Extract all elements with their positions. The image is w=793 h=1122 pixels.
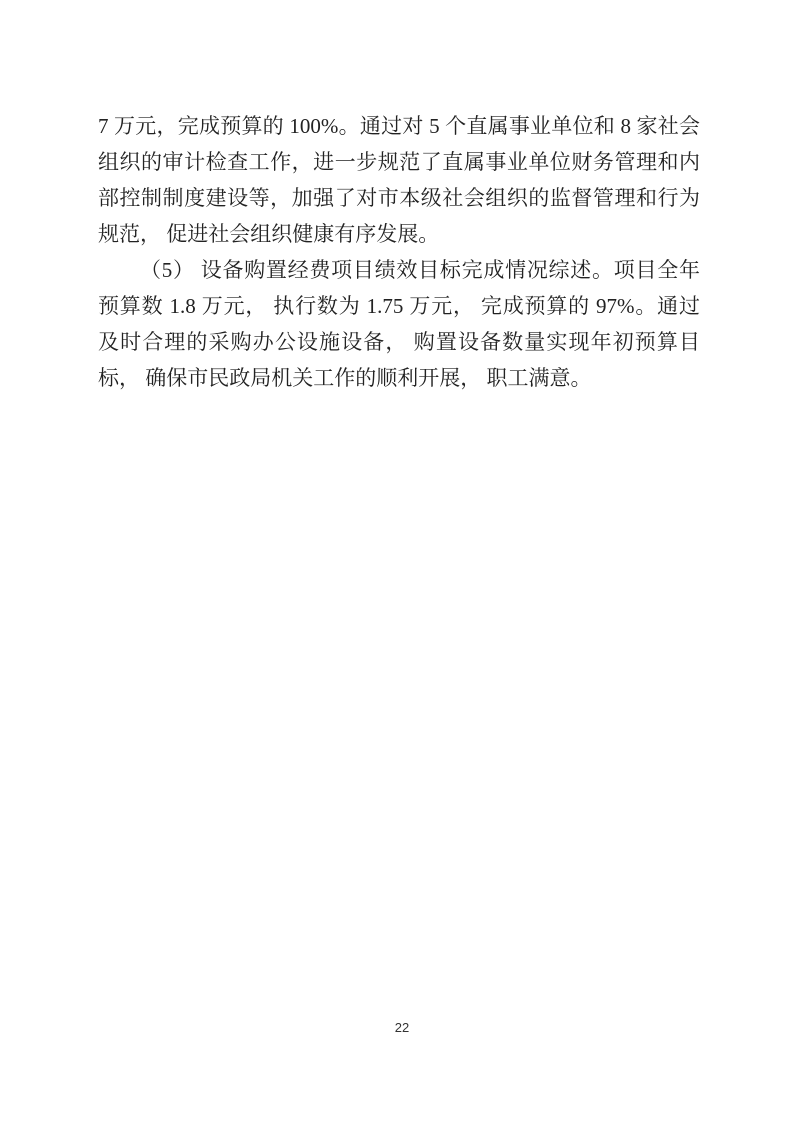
- body-line: 部控制制度建设等，加强了对市本级社会组织的监督管理和行为: [98, 186, 700, 210]
- body-line: 标， 确保市民政局机关工作的顺利开展， 职工满意。: [98, 366, 592, 390]
- body-line: 规范， 促进社会组织健康有序发展。: [98, 222, 440, 246]
- body-line: 组织的审计检查工作，进一步规范了直属事业单位财务管理和内: [98, 150, 700, 174]
- body-line: 及时合理的采购办公设施设备， 购置设备数量实现年初预算目: [98, 330, 700, 354]
- body-line: （5） 设备购置经费项目绩效目标完成情况综述。项目全年: [140, 258, 700, 282]
- page-number: 22: [394, 1020, 410, 1035]
- body-text: [98, 108, 700, 396]
- paragraph-equipment-purchase: [98, 252, 700, 396]
- body-line: 7 万元，完成预算的 100%。通过对 5 个直属事业单位和 8 家社会: [98, 114, 700, 138]
- paragraph-audit-summary: [98, 108, 700, 252]
- body-line: 预算数 1.8 万元， 执行数为 1.75 万元， 完成预算的 97%。通过: [98, 294, 700, 318]
